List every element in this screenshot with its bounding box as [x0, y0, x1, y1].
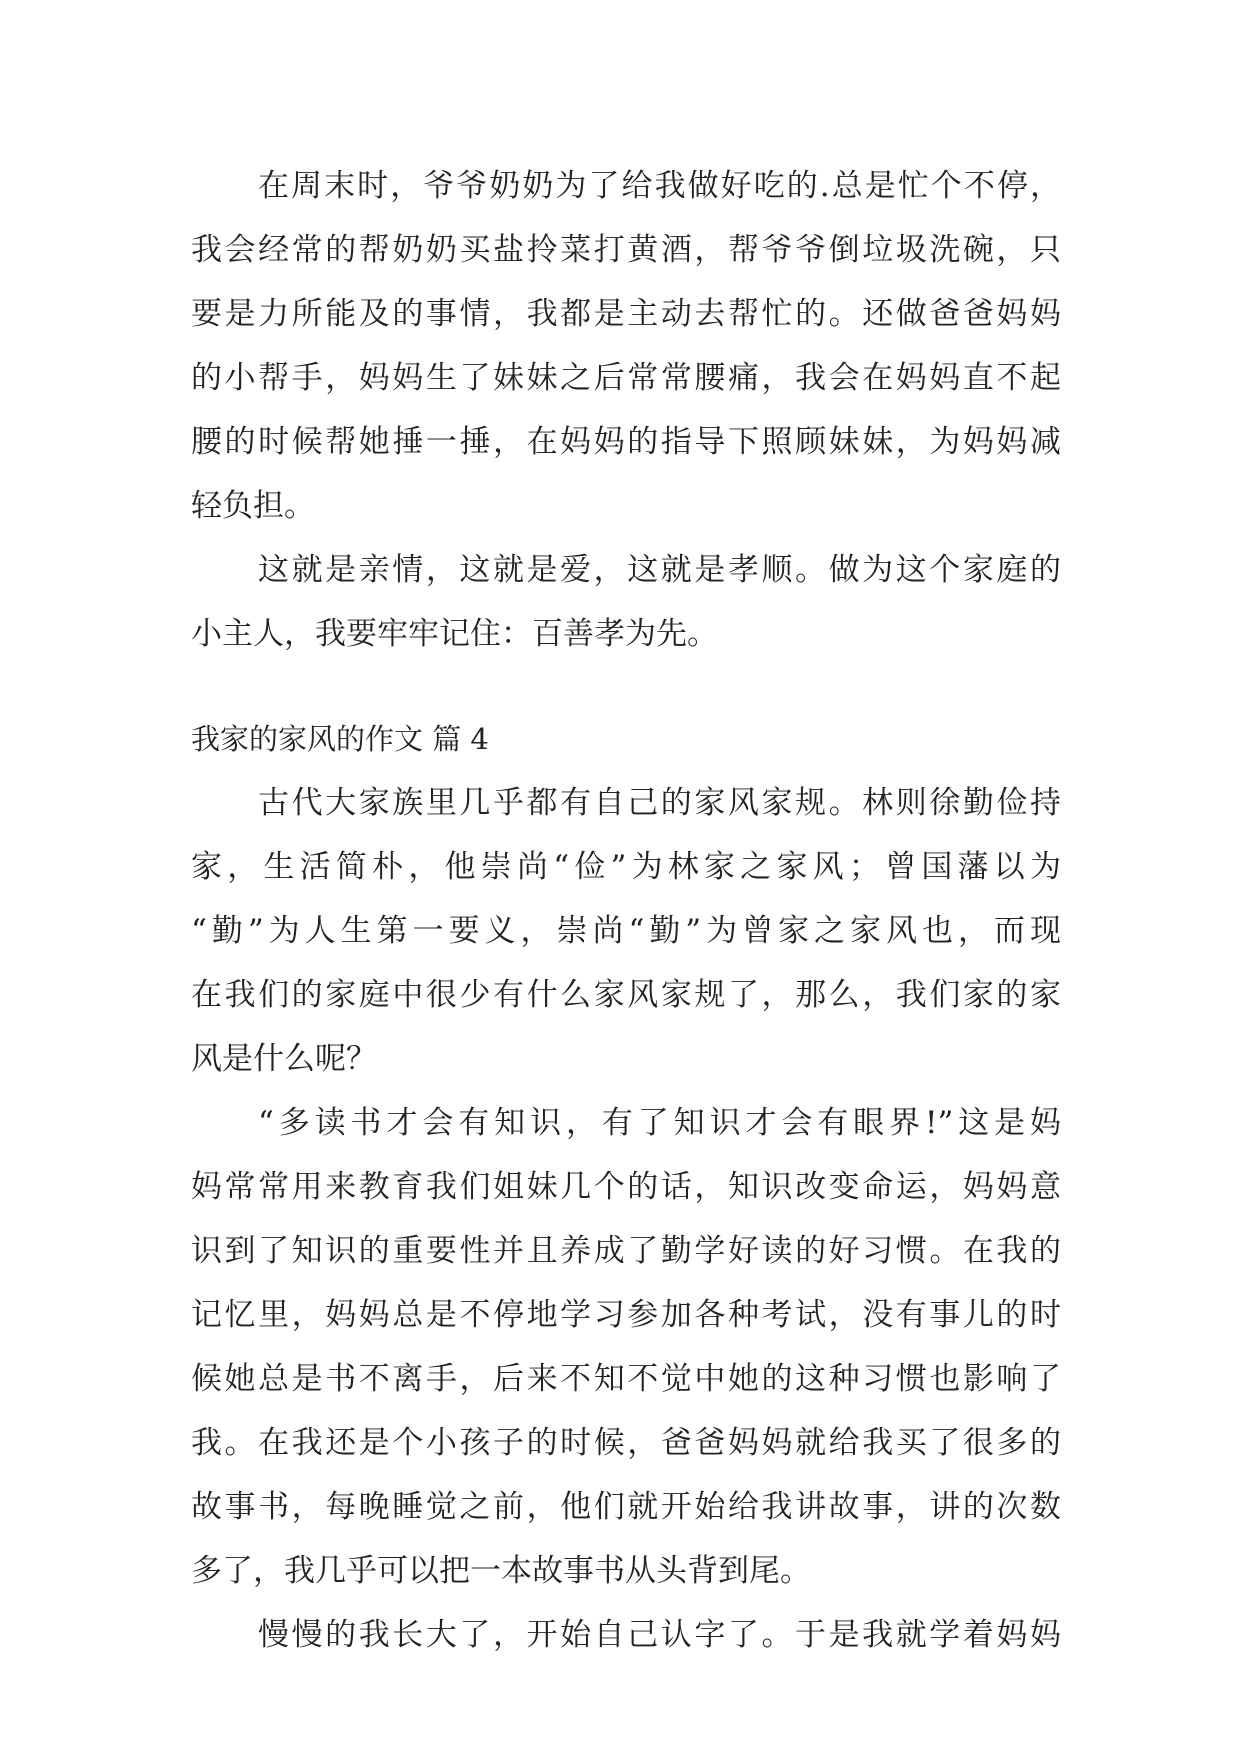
paragraph-line: 小主人，我要牢牢记住：百善孝为先。: [191, 616, 718, 652]
paragraph-line: 妈常常用来教育我们姐妹几个的话，知识改变命运，妈妈意: [191, 1169, 1061, 1205]
paragraph-line: 要是力所能及的事情，我都是主动去帮忙的。还做爸爸妈妈: [191, 296, 1061, 332]
paragraph-line: 这就是亲情，这就是爱，这就是孝顺。做为这个家庭的: [258, 552, 1061, 588]
paragraph-line: 轻负担。: [191, 488, 315, 524]
paragraph-line: “多读书才会有知识，有了知识才会有眼界!”这是妈: [258, 1105, 1061, 1141]
paragraph-line: 我。在我还是个小孩子的时候，爸爸妈妈就给我买了很多的: [191, 1425, 1061, 1461]
paragraph-line: “勤”为人生第一要义，崇尚“勤”为曾家之家风也，而现: [191, 913, 1061, 949]
paragraph-line: 古代大家族里几乎都有自己的家风家规。林则徐勤俭持: [258, 785, 1061, 821]
paragraph-line: 在周末时，爷爷奶奶为了给我做好吃的.总是忙个不停，: [258, 168, 1061, 204]
paragraph-line: 多了，我几乎可以把一本故事书从头背到尾。: [191, 1553, 811, 1589]
paragraph-line: 记忆里，妈妈总是不停地学习参加各种考试，没有事儿的时: [191, 1297, 1061, 1333]
paragraph-line: 的小帮手，妈妈生了妹妹之后常常腰痛，我会在妈妈直不起: [191, 360, 1061, 396]
paragraph-line: 在我们的家庭中很少有什么家风家规了，那么，我们家的家: [191, 977, 1061, 1013]
paragraph-line: 家，生活简朴，他崇尚“俭”为林家之家风；曾国藩以为: [191, 849, 1061, 885]
paragraph-line: 腰的时候帮她捶一捶，在妈妈的指导下照顾妹妹，为妈妈减: [191, 424, 1061, 460]
paragraph-line: 候她总是书不离手，后来不知不觉中她的这种习惯也影响了: [191, 1361, 1061, 1397]
paragraph-line: 风是什么呢？: [191, 1041, 377, 1077]
paragraph-line: 识到了知识的重要性并且养成了勤学好读的好习惯。在我的: [191, 1233, 1061, 1269]
section-heading: 我家的家风的作文 篇 4: [191, 722, 489, 756]
paragraph-line: 慢慢的我长大了，开始自己认字了。于是我就学着妈妈: [258, 1617, 1061, 1653]
paragraph-line: 我会经常的帮奶奶买盐拎菜打黄酒，帮爷爷倒垃圾洗碗，只: [191, 232, 1061, 268]
paragraph-line: 故事书，每晚睡觉之前，他们就开始给我讲故事，讲的次数: [191, 1489, 1061, 1525]
